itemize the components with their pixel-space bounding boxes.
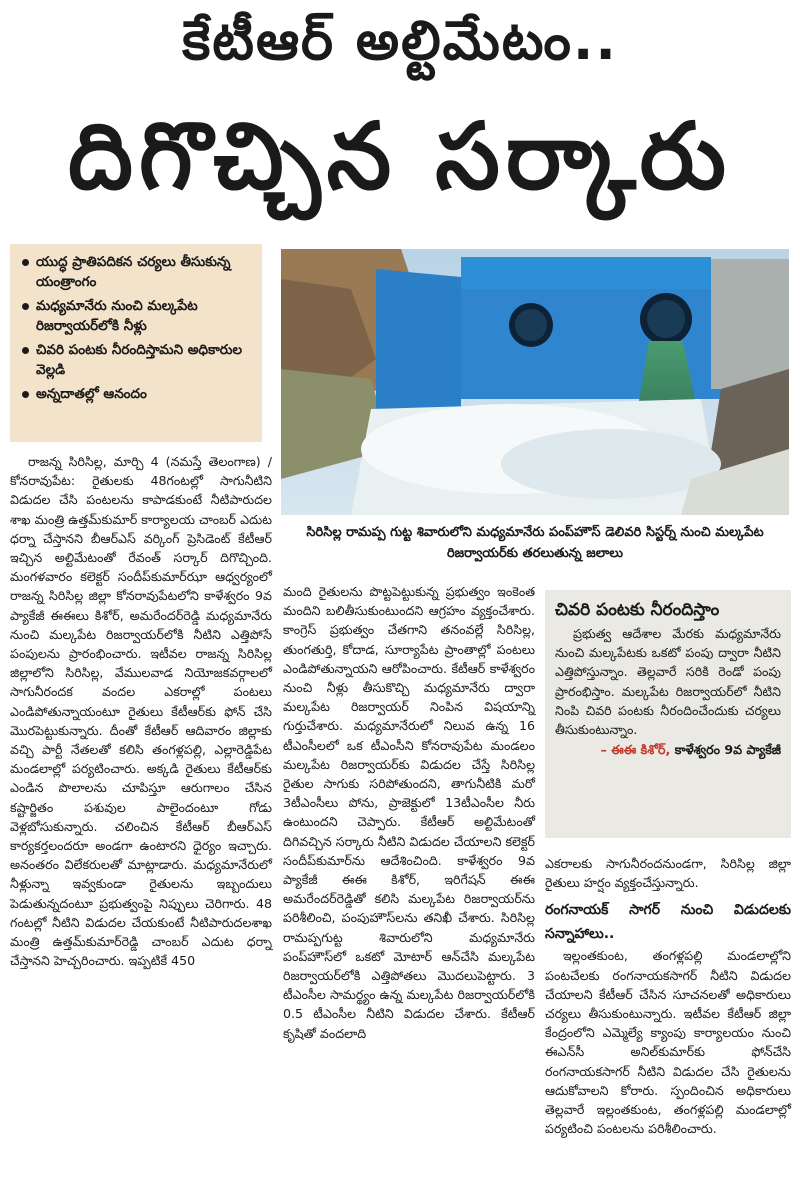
highlight-item: యుద్ధ ప్రాతిపదికన చర్యలు తీసుకున్న యంత్రాంగం — [20, 252, 254, 292]
highlight-item: మధ్యమానేరు నుంచి మల్కపేట రిజర్వాయర్‌లోకి నీళ్లు — [20, 296, 254, 336]
quote-box — [545, 590, 791, 838]
quote-attribution-role: కాళేశ్వరం 9వ ప్యాకేజీ — [674, 742, 781, 758]
highlights-box — [10, 244, 262, 442]
article-paragraph: మంది రైతులను పొట్టపెట్టుకున్న ప్రభుత్వం ఇంకెంత మందిని బలితీసుకుంటుందని ఆగ్రహం వ్యక్తంచేశారు. కాంగ్రెస్ ప్రభుత్వం చేతగాని తనంవల్లే సిరిసిల్ల, తుంగతుర్తి, కోదాడ, సూర్యాపేట ప్రాంతాల్లో పంటలు ఎండిపోతున్నాయని ఆరోపించారు. కేటీఆర్ కాళేశ్వరం నుంచి నీళ్లు తీసుకొచ్చి మధ్యమానేరు ద్వారా మల్కపేట రిజర్వాయర్ నింపిన విషయాన్ని గుర్తుచేశారు. మధ్యమానేరులో నిలువ ఉన్న 16 టీఎంసీలలో ఒక టీఎంసీని కోనరావుపేట మండలం మల్కపేట రిజర్వాయర్‌కు విడుదల చేస్తే సిరిసిల్ల రైతుల సాగుకు సరిపోతుందని, తాగునీటికి మరో 3టీఎంసీలు పోను, ప్రాజెక్టులో 13టీఎంసీల నీరు ఉంటుందని చెప్పారు. కేటీఆర్ అల్టిమేటంతో దిగివచ్చిన సర్కారు నీటిని విడుదల చేయాలని కలెక్టర్ సందీప్‌కుమార్‌ను ఆదేశించింది. కాళేశ్వరం 9వ ప్యాకేజీ ఈఈ కిశోర్, ఇరిగేషన్ ఈఈ అమరేందర్‌రెడ్డితో కలిసి మల్కపేట రిజర్వాయర్‌ను పరిశీలించి, పంపుహౌస్‌లను తనిఖీ చేశారు. సిరిసిల్ల రామప్పగుట్ట శివారులోని మధ్యమానేరు పంప్‌హౌస్‌లో ఒకటో మోటార్ ఆన్‌చేసి మల్కపేట రిజర్వాయర్‌లోకి ఎత్తిపోతలు మొదలుపెట్టారు. 3 టీఎంసీల సామర్థ్యం ఉన్న మల్కపేట రిజర్వాయర్‌లోకి 0.5 టీఎంసీల నీటిని విడుదల చేశారు. కేటీఆర్ కృషితో వందలాది — [283, 584, 535, 1041]
pumphouse-photo-illustration — [281, 249, 789, 515]
article-subheading: రంగనాయక్ సాగర్ నుంచి విడుదలకు సన్నాహాలు.. — [545, 902, 791, 943]
headline-line-2: దిగొచ్చిన సర్కారు — [68, 103, 732, 210]
article-paragraph: ఇల్లంతకుంట, తంగళ్లపల్లి మండలాల్లోని పంటచేలకు రంగనాయకసాగర్ నీటిని విడుదల చేయాలని కేటీఆర్ చేసిన సూచనలతో అధికారులు చర్యలు తీసుకుంటున్నారు. ఇటీవల కేటీఆర్ జిల్లా కేంద్రంలోని ఎమ్మెల్యే క్యాంపు కార్యాలయం నుంచి ఈఎన్‌సీ అనిల్‌కుమార్‌కు ఫోన్‌చేసి రంగనాయకసాగర్ నీటిని విడుదల చేసి రైతులను ఆదుకోవాలని కోరారు. స్పందించిన అధికారులు తెల్లవారే ఇల్లంతకుంట, తంగళ్లపల్లి మండలాల్లో పర్యటించి పంటలను పరిశీలించారు. — [545, 948, 791, 1137]
headline-line-1: కేటీఆర్ అల్టిమేటం.. — [182, 9, 618, 72]
article-column-1 — [10, 452, 272, 970]
quote-attribution-name: – ఈఈ కిశోర్, — [600, 742, 671, 758]
article-column-2 — [283, 582, 535, 1043]
pumphouse-photo — [281, 249, 789, 515]
article-column-3 — [545, 854, 791, 1138]
highlight-item: చివరి పంటకు నీరందిస్తామని అధికారుల వెల్లడి — [20, 340, 254, 380]
quote-box-title: చివరి పంటకు నీరందిస్తాం — [555, 600, 720, 620]
article-paragraph: రాజన్న సిరిసిల్ల, మార్చి 4 (నమస్తే తెలంగాణ) / కోనరావుపేట: రైతులకు 48గంటల్లో సాగునీటిని విడుదల చేసి పంటలను కాపాడకుంటే నీటిపారుదల శాఖ మంత్రి ఉత్తమ్‌కుమార్ కార్యాలయ చాంబర్ ఎదుట ధర్నా చేస్తానని బీఆర్‌ఎస్ వర్కింగ్ ప్రెసిడెంట్ కేటీఆర్ ఇచ్చిన అల్టిమేటంతో రేవంత్ సర్కార్ దిగొచ్చింది. మంగళవారం కలెక్టర్ సందీప్‌కుమార్‌ఝా ఆధ్వర్యంలో రాజన్న సిరిసిల్ల జిల్లా కోనరావుపేటలోని కాళేశ్వరం 9వ ప్యాకేజీ ఈఈలు కిశోర్, అమరేందర్‌రెడ్డి మధ్యమానేరు నుంచి మల్కపేట రిజర్వాయర్‌లోకి నీటిని ఎత్తిపోసే పంపులను ప్రారంభించారు. ఇటీవల రాజన్న సిరిసిల్ల జిల్లాలోని సిరిసిల్ల, వేములవాడ నియోజకవర్గాలలో సాగునీరందక వందల ఎకరాల్లో పంటలు ఎండిపోతున్నాయంటూ రైతులు కేటీఆర్‌కు ఫోన్ చేసి మొరపెట్టుకున్నారు. దీంతో కేటీఆర్ ఆదివారం జిల్లాకు వచ్చి పార్టీ నేతలతో కలిసి తంగళ్లపల్లి, ఎల్లారెడ్డిపేట మండలాల్లో పర్యటించారు. అక్కడి రైతులు కేటీఆర్‌కు ఎండిన పొలాలను చూపిస్తూ ఆరుగాలం చేసిన కష్టార్జితం పశువుల పాలైందంటూ గోడు వెళ్లబోసుకున్నారు. చలించిన కేటీఆర్ బీఆర్‌ఎస్ కార్యకర్తలందరూ అండగా ఉంటారని ధైర్యం ఇచ్చారు. అనంతరం విలేకరులతో మాట్లాడారు. మధ్యమానేరులో నీళ్లున్నా ఇవ్వకుండా రైతులను ఇబ్బందులు పెడుతున్నదంటూ ప్రభుత్వంపై నిప్పులు చెరిగారు. 48 గంటల్లో నీటిని విడుదల చేయకుంటే నీటిపారుదలశాఖ మంత్రి ఉత్తమ్‌కుమార్‌రెడ్డి చాంబర్ ఎదుట ధర్నా చేస్తానని హెచ్చరించారు. ఇప్పటికే 450 — [10, 454, 272, 969]
photo-caption: సిరిసిల్ల రామప్ప గుట్ట శివారులోని మధ్యమానేరు పంప్‌హౌస్ డెలివరి సిస్టర్న్ నుంచి మల్కపేట రిజర్వాయర్‌కు తరలుతున్న జలాలు — [306, 525, 764, 561]
quote-attribution — [555, 739, 781, 761]
highlight-item: అన్నదాతల్లో ఆనందం — [20, 384, 254, 404]
article-paragraph: ఎకరాలకు సాగునీరందనుండగా, సిరిసిల్ల జిల్లా రైతులు హర్షం వ్యక్తంచేస్తున్నారు. — [545, 856, 791, 891]
quote-box-text: ప్రభుత్వ ఆదేశాల మేరకు మధ్యమానేరు నుంచి మల్కపేటకు ఒకటో పంపు ద్వారా నీటిని ఎత్తిపోస్తున్నాం. తెల్లవారే సరికి రెండో పంపు ప్రారంభిస్తాం. మల్కపేట రిజర్వాయర్‌లో నీటిని నింపి చివరి పంటకు నీరందించేందుకు చర్యలు తీసుకుంటున్నాం. — [555, 626, 781, 738]
